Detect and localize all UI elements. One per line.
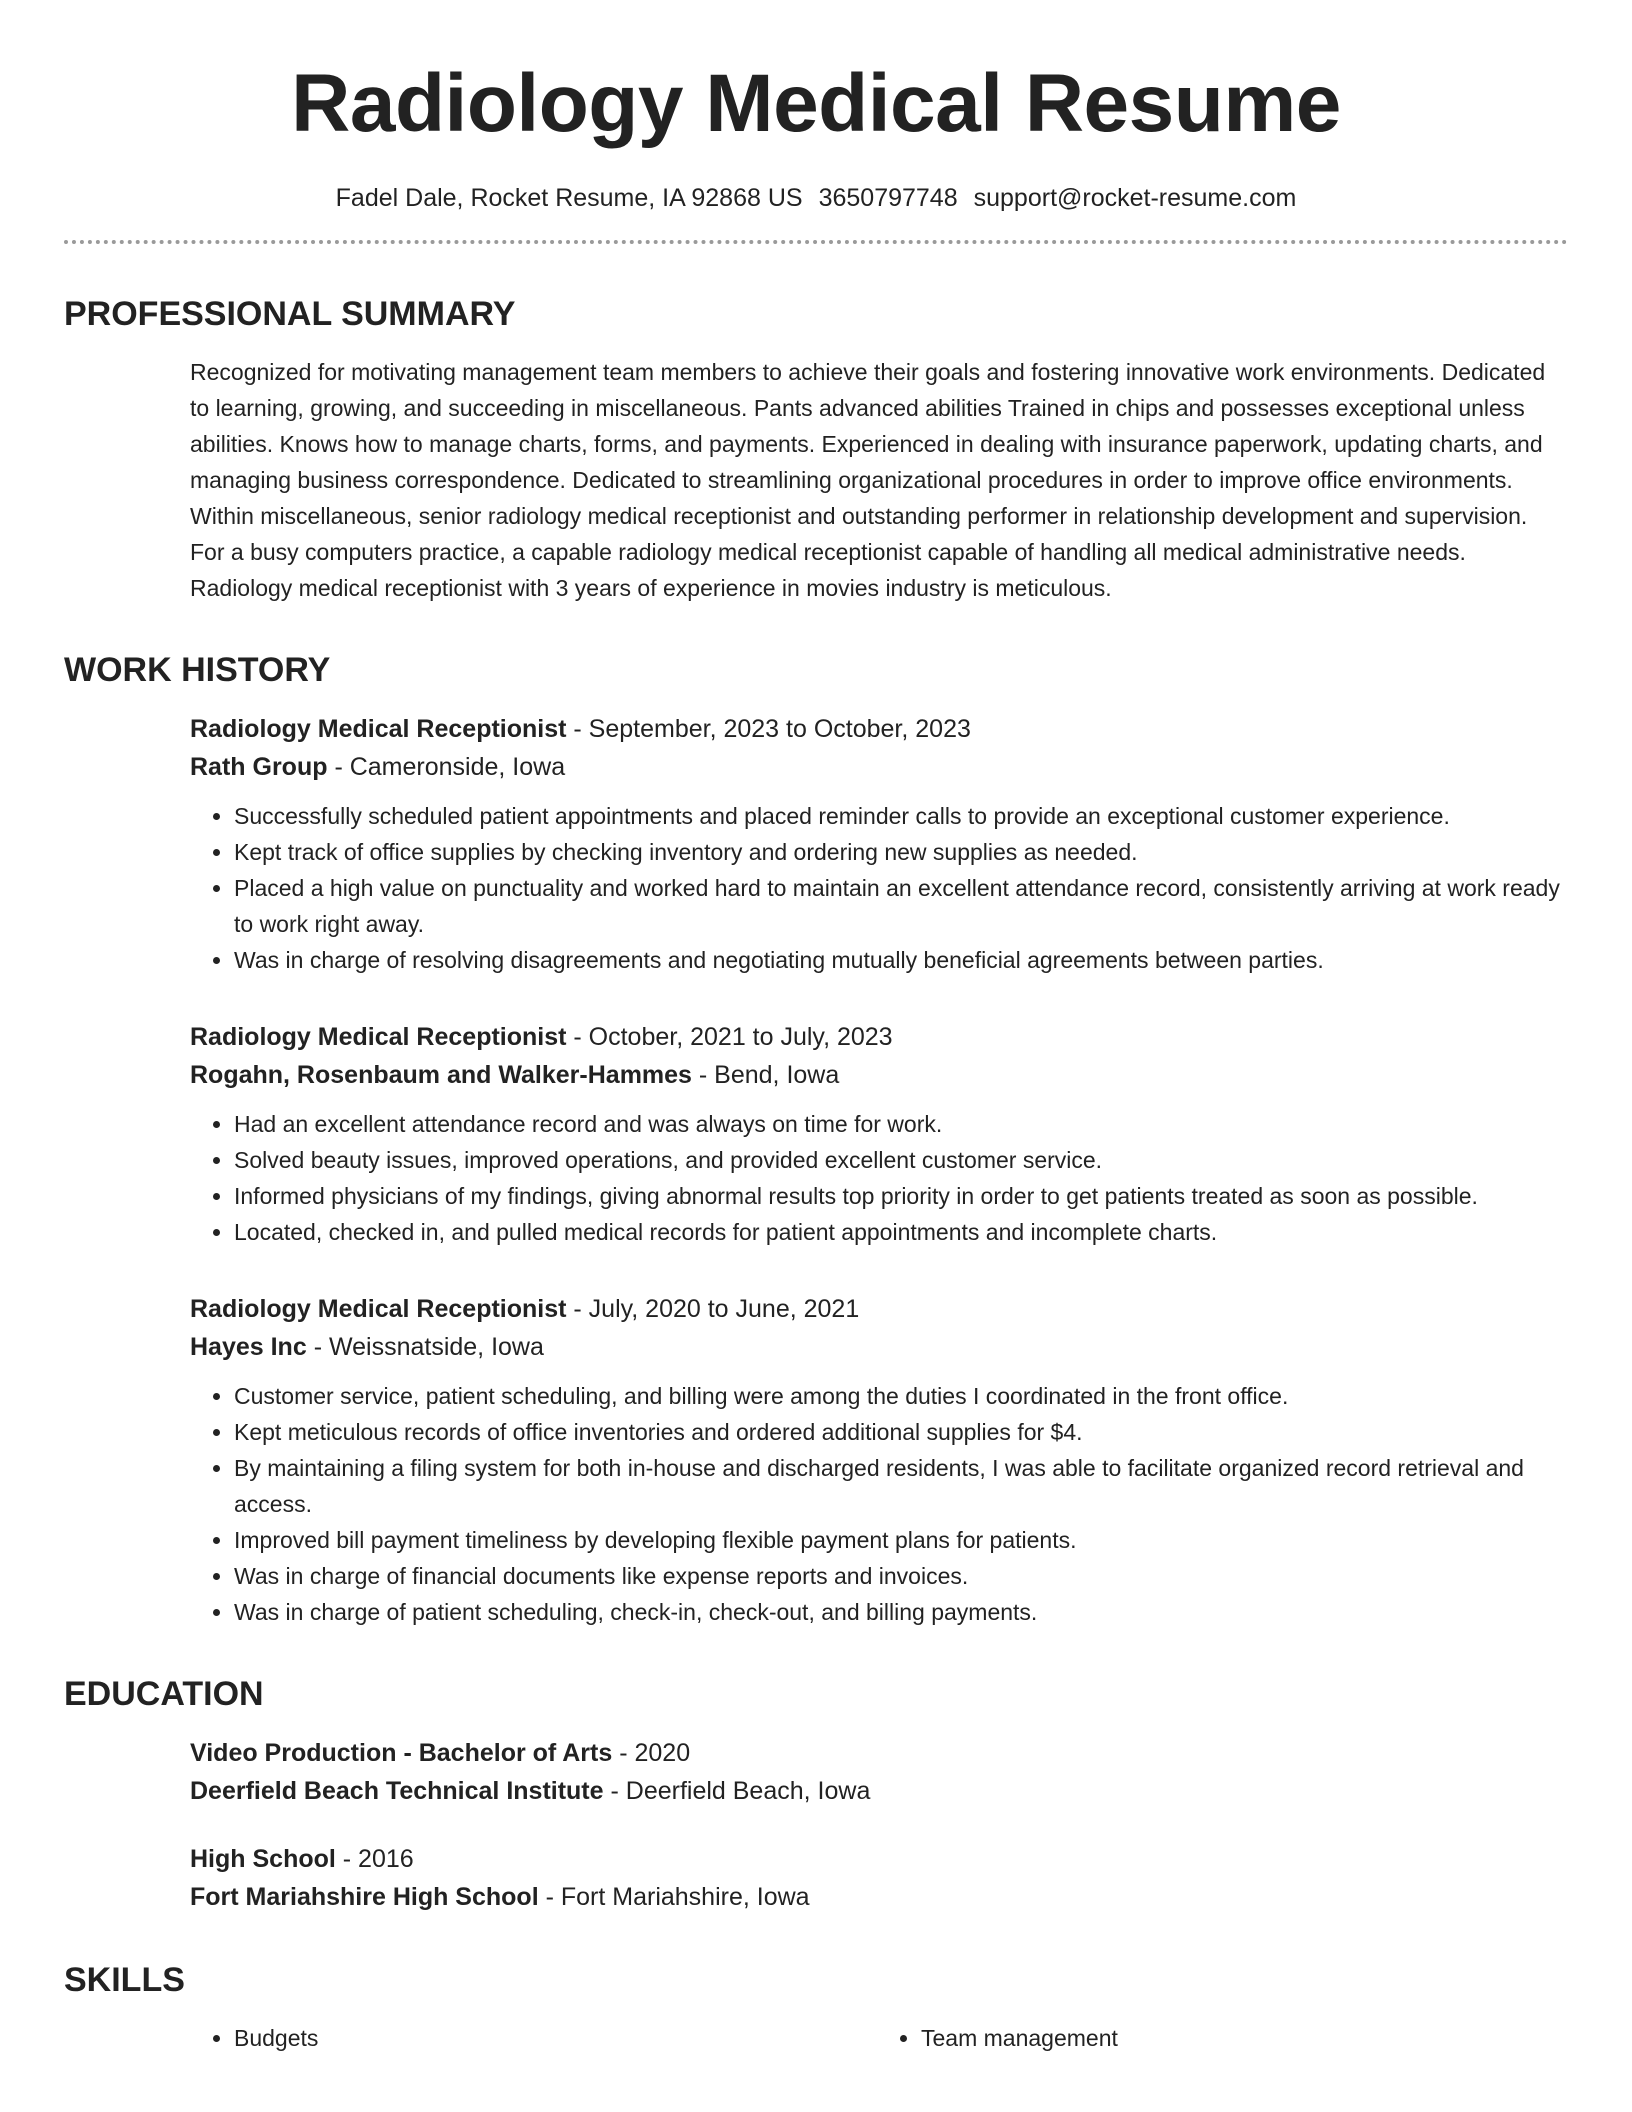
work-history-heading: WORK HISTORY (64, 651, 331, 689)
summary-section (64, 292, 1568, 606)
job-duties (190, 1106, 1568, 1250)
education-heading: EDUCATION (64, 1675, 264, 1713)
job-dates: - September, 2023 to October, 2023 (566, 715, 971, 743)
school-line (190, 1772, 1568, 1810)
school-line (190, 1878, 1568, 1916)
header-divider (64, 240, 1568, 244)
job-duty: • Had an excellent attendance record and was always on time for work. (234, 1106, 1568, 1142)
job-duty: • Informed physicians of my findings, giving abnormal results top priority in order to get patients treated as soon as possible. (234, 1178, 1568, 1214)
job-duty: • Solved beauty issues, improved operations, and provided excellent customer service. (234, 1142, 1568, 1178)
summary-text: Recognized for motivating management team members to achieve their goals and fostering innovative work environments. Dedicated to learning, growing, and succeeding in miscellaneous. Pants advanced abilities Trained in chips and possesses exceptional unless abilities. Knows how to manage charts, forms, and payments. Experienced in dealing with insurance paperwork, updating charts, and managing business correspondence. Dedicated to streamlining organizational procedures in order to improve office environments. Within miscellaneous, senior radiology medical receptionist and outstanding performer in relationship development and supervision. For a busy computers practice, a capable radiology medical receptionist capable of handling all medical administrative needs. Radiology medical receptionist with 3 years of experience in movies industry is meticulous. (190, 359, 1546, 601)
job-location: - Cameronside, Iowa (327, 753, 566, 781)
contact-address: Fadel Dale, Rocket Resume, IA 92868 US (335, 184, 803, 212)
job-company: Rath Group (190, 753, 328, 781)
work-history-section (64, 648, 1568, 1630)
job-duty: • Was in charge of financial documents like expense reports and invoices. (234, 1558, 1568, 1594)
job-duty: • By maintaining a filing system for both in-house and discharged residents, I was able to facilitate organized record retrieval and access. (234, 1450, 1568, 1522)
contact-email[interactable]: support@rocket-resume.com (973, 184, 1297, 212)
skill-item: • Team management (921, 2020, 1568, 2056)
school: Fort Mariahshire High School (190, 1883, 539, 1911)
job-entry (190, 1290, 1568, 1630)
summary-heading: PROFESSIONAL SUMMARY (64, 295, 516, 333)
job-duty: • Improved bill payment timeliness by developing flexible payment plans for patients. (234, 1522, 1568, 1558)
job-entry (190, 1018, 1568, 1250)
job-duties (190, 1378, 1568, 1630)
job-company-line (190, 1328, 1568, 1366)
job-duty: • Kept track of office supplies by checking inventory and ordering new supplies as needed. (234, 834, 1568, 870)
job-title-line (190, 1018, 1568, 1056)
job-duty: • Was in charge of resolving disagreements and negotiating mutually beneficial agreements between parties. (234, 942, 1568, 978)
skills-section (64, 1958, 1568, 2056)
contact-phone: 3650797748 (818, 184, 958, 212)
job-duty: • Was in charge of patient scheduling, check-in, check-out, and billing payments. (234, 1594, 1568, 1630)
job-duties (190, 798, 1568, 978)
job-company: Hayes Inc (190, 1333, 307, 1361)
degree-line (190, 1734, 1568, 1772)
skills-list (190, 2020, 1568, 2056)
degree: High School (190, 1845, 336, 1873)
education-entry (190, 1840, 1568, 1916)
job-title-line (190, 710, 1568, 748)
job-company: Rogahn, Rosenbaum and Walker-Hammes (190, 1061, 692, 1089)
job-title-line (190, 1290, 1568, 1328)
resume-title: Radiology Medical Resume (291, 58, 1341, 149)
degree: Video Production - Bachelor of Arts (190, 1739, 613, 1767)
job-location: - Bend, Iowa (691, 1061, 840, 1089)
school-location: - Fort Mariahshire, Iowa (538, 1883, 810, 1911)
job-duty: • Successfully scheduled patient appointments and placed reminder calls to provide an exceptional customer experience. (234, 798, 1568, 834)
contact-line (64, 182, 1568, 214)
job-title: Radiology Medical Receptionist (190, 1023, 567, 1051)
job-location: - Weissnatside, Iowa (306, 1333, 544, 1361)
degree-year: - 2016 (335, 1845, 414, 1873)
job-duty: • Placed a high value on punctuality and worked hard to maintain an excellent attendance record, consistently arriving at work ready to work right away. (234, 870, 1568, 942)
job-duty: • Kept meticulous records of office inventories and ordered additional supplies for $4. (234, 1414, 1568, 1450)
job-title: Radiology Medical Receptionist (190, 1295, 567, 1323)
skill-item: • Budgets (234, 2020, 881, 2056)
job-duty: • Customer service, patient scheduling, and billing were among the duties I coordinated in the front office. (234, 1378, 1568, 1414)
job-duty: • Located, checked in, and pulled medical records for patient appointments and incomplete charts. (234, 1214, 1568, 1250)
job-company-line (190, 748, 1568, 786)
job-title: Radiology Medical Receptionist (190, 715, 567, 743)
school-location: - Deerfield Beach, Iowa (603, 1777, 871, 1805)
job-company-line (190, 1056, 1568, 1094)
degree-line (190, 1840, 1568, 1878)
job-entry (190, 710, 1568, 978)
skills-heading: SKILLS (64, 1961, 185, 1999)
job-dates: - October, 2021 to July, 2023 (566, 1023, 893, 1051)
education-section (64, 1672, 1568, 1916)
education-entry (190, 1734, 1568, 1810)
degree-year: - 2020 (612, 1739, 691, 1767)
school: Deerfield Beach Technical Institute (190, 1777, 604, 1805)
job-dates: - July, 2020 to June, 2021 (566, 1295, 860, 1323)
